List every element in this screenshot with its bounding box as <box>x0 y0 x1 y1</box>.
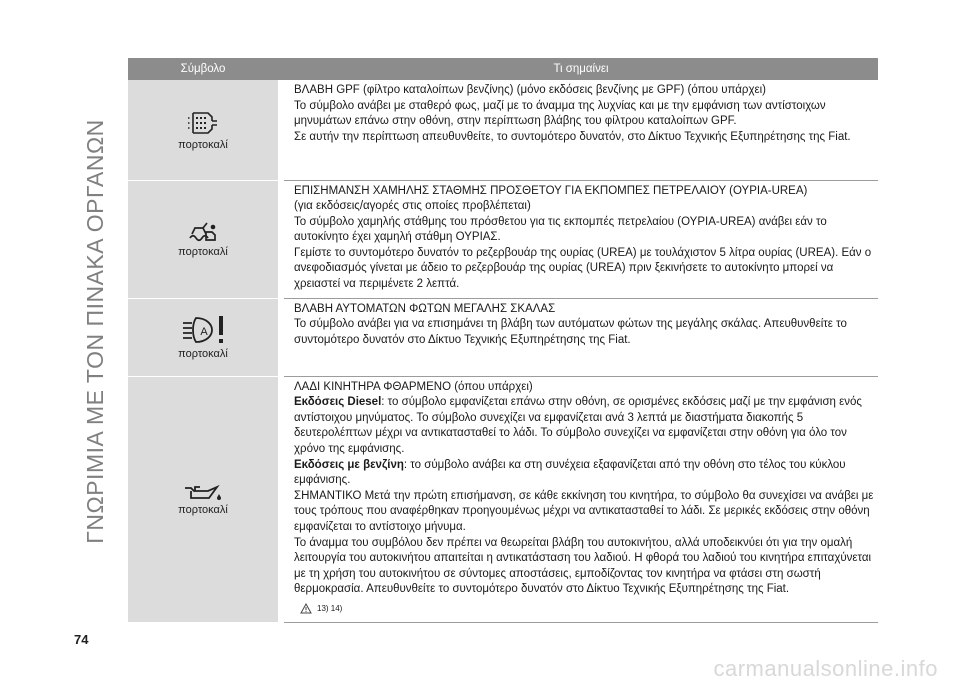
symbol-cell <box>128 180 278 298</box>
meaning-cell: ΛΑΔΙ ΚΙΝΗΤΗΡΑ ΦΘΑΡΜΕΝΟ (όπου υπάρχει) Εκδόσεις Diesel: το σύμβολο εμφανίζεται επάνω στην οθόνη, σε ορισμένες εκδόσεις μαζί με την εμφάνιση ενός αντίστοιχου μηνύματος. Το σύμβολο συνεχίζει να εμφανίζεται ανά 3 λεπτά με διαστήματα διακοπής 5 δευτερολέπτων μέχρι να αντικατασταθεί το λάδι. Το σύμβολο συνεχίζει να εμφανίζεται στην οθόνη για όλο τον χρόνο της εμφάνισης. Εκδόσεις με βενζίνη: το σύμβολο ανάβει κα στη συνέχεια εξαφανίζεται από την οθόνη στο τέλος του κύκλου εμφάνισης. ΣΗΜΑΝΤΙΚΟ Μετά την πρώτη επισήμανση, σε κάθε εκκίνηση του κινητήρα, το σύμβολο θα συνεχίσει να ανάβει με τους τρόπους που αναφέρθηκαν προηγουμένως μέχρι να αντικατασταθεί το λάδι. Σε μερικές εκδόσεις στην οθόνη εμφανίζεται το αντίστοιχο μήνυμα. Το άναμμα του συμβόλου δεν πρέπει να θεωρείται βλάβη του αυτοκινήτου, αλλά υποδεικνύει ότι για την ομαλή λειτουργία του αυτοκινήτου απαιτείται η αντικατάσταση του λαδιού. Η φθορά του λαδιού του κινητήρα επιταχύνεται με τη χρήση του αυτοκινήτου σε σύντομες αποστάσεις, εμποδίζοντας τον κινητήρα να φτάσει στη σωστή θερμοκρασία. Απευθυνθείτε το συντομότερο δυνατόν στο Δίκτυο Τεχνικής Εξυπηρέτησης της Fiat. 13) 14) <box>284 376 878 622</box>
header-symbol: Σύμβολο <box>128 58 278 80</box>
row-title: ΒΛΑΒΗ ΑΥΤΟΜΑΤΩΝ ΦΩΤΩΝ ΜΕΓΑΛΗΣ ΣΚΑΛΑΣ <box>294 302 556 315</box>
chapter-side-title: ΓΝΩΡΙΜΙΑ ΜΕ ΤΟΝ ΠΙΝΑΚΑ ΟΡΓΑΝΩΝ <box>81 118 108 544</box>
header-meaning: Τι σημαίνει <box>284 58 878 80</box>
meaning-cell: ΕΠΙΣΗΜΑΝΣΗ ΧΑΜΗΛΗΣ ΣΤΑΘΜΗΣ ΠΡΟΣΘΕΤΟΥ ΓΙΑ ΕΚΠΟΜΠΕΣ ΠΕΤΡΕΛΑΙΟΥ (ΟΥΡΙΑ-UREA) (για εκδόσεις/αγορές στις οποίες προβλέπεται) Το σύμβολο χαμηλής στάθμης του πρόσθετου για τις εκπομπές πετρελαίου (ΟΥΡΙΑ-UREA) ανάβει εάν το αυτοκίνητο έχει χαμηλή στάθμη ΟΥΡΙΑΣ. Γεμίστε το συντομότερο δυνατόν το ρεζερβουάρ της ουρίας (UREA) με τουλάχιστον 5 λίτρα ουρίας (UREA). Εάν ο ανεφοδιασμός γίνεται με άδειο το ρεζερβουάρ της ουρίας (UREA) πριν ξεκινήσετε το αυτοκίνητο μπορεί να χρειαστεί να περιμένετε 2 λεπτά. <box>284 180 878 298</box>
watermark: carmanualsonline.info <box>713 656 938 681</box>
warning-triangle-icon <box>300 603 312 614</box>
symbol-color-label: πορτοκαλί <box>178 246 228 259</box>
meaning-cell: ΒΛΑΒΗ GPF (φίλτρο καταλοίπων βενζίνης) (μόνο εκδόσεις βενζίνης με GPF) (όπου υπάρχει) Το σύμβολο ανάβει με σταθερό φως, μαζί με το άναμμα της λυχνίας και με την εμφάνιση των αντίστοιχων μηνυμάτων επάνω στην οθόνη, στην περίπτωση βλάβης του φίλτρου καταλοίπων GPF. Σε αυτήν την περίπτωση απευθυνθείτε, το συντομότερο δυνατόν, στο Δίκτυο Τεχνικής Εξυπηρέτησης της Fiat. <box>284 80 878 180</box>
symbol-color-label: πορτοκαλί <box>178 504 228 517</box>
symbol-cell <box>128 80 278 180</box>
table-row <box>128 180 878 298</box>
svg-text:A: A <box>200 326 208 339</box>
warning-symbols-table <box>128 58 878 623</box>
meaning-cell: ΒΛΑΒΗ ΑΥΤΟΜΑΤΩΝ ΦΩΤΩΝ ΜΕΓΑΛΗΣ ΣΚΑΛΑΣ Το σύμβολο ανάβει για να επισημάνει τη βλάβη των αυτόματων φώτων της μεγάλης σκάλας. Απευθυνθείτε το συντομότερο δυνατόν στο Δίκτυο Τεχνικής Εξυπηρέτησης της Fiat. <box>284 298 878 376</box>
petrol-label: Εκδόσεις με βενζίνη <box>294 458 404 471</box>
table-header-row <box>128 58 878 80</box>
row-title: ΕΠΙΣΗΜΑΝΣΗ ΧΑΜΗΛΗΣ ΣΤΑΘΜΗΣ ΠΡΟΣΘΕΤΟΥ ΓΙΑ ΕΚΠΟΜΠΕΣ ΠΕΤΡΕΛΑΙΟΥ (ΟΥΡΙΑ-UREA) <box>294 184 808 197</box>
note-references: 13) 14) <box>294 601 874 617</box>
page-number: 74 <box>74 632 89 647</box>
important-note: ΣΗΜΑΝΤΙΚΟ Μετά την πρώτη επισήμανση, σε κάθε εκκίνηση του κινητήρα, το σύμβολο θα συνεχίσει να ανάβει με τους τρόπους που αναφέρθηκαν προηγουμένως μέχρι να αντικατασταθεί το λάδι. Σε μερικές εκδόσεις στην οθόνη εμφανίζεται το αντίστοιχο μήνυμα. <box>294 489 874 533</box>
row-title: ΒΛΑΒΗ GPF (φίλτρο καταλοίπων βενζίνης) (μόνο εκδόσεις βενζίνης με GPF) (όπου υπάρχει) <box>294 84 766 96</box>
symbol-color-label: πορτοκαλί <box>178 138 228 151</box>
symbol-color-label: πορτοκαλί <box>178 348 228 361</box>
table-row <box>128 298 878 376</box>
table-row <box>128 80 878 180</box>
gpf-filter-icon <box>185 109 221 137</box>
worn-engine-oil-icon <box>183 482 223 502</box>
symbol-cell <box>128 298 278 376</box>
diesel-label: Εκδόσεις Diesel <box>294 396 382 409</box>
row-title: ΛΑΔΙ ΚΙΝΗΤΗΡΑ ΦΘΑΡΜΕΝΟ (όπου υπάρχει) <box>294 380 533 393</box>
automatic-high-beam-fault-icon <box>180 314 226 346</box>
table-row <box>128 376 878 622</box>
urea-low-level-icon <box>186 220 220 244</box>
symbol-cell <box>128 376 278 622</box>
